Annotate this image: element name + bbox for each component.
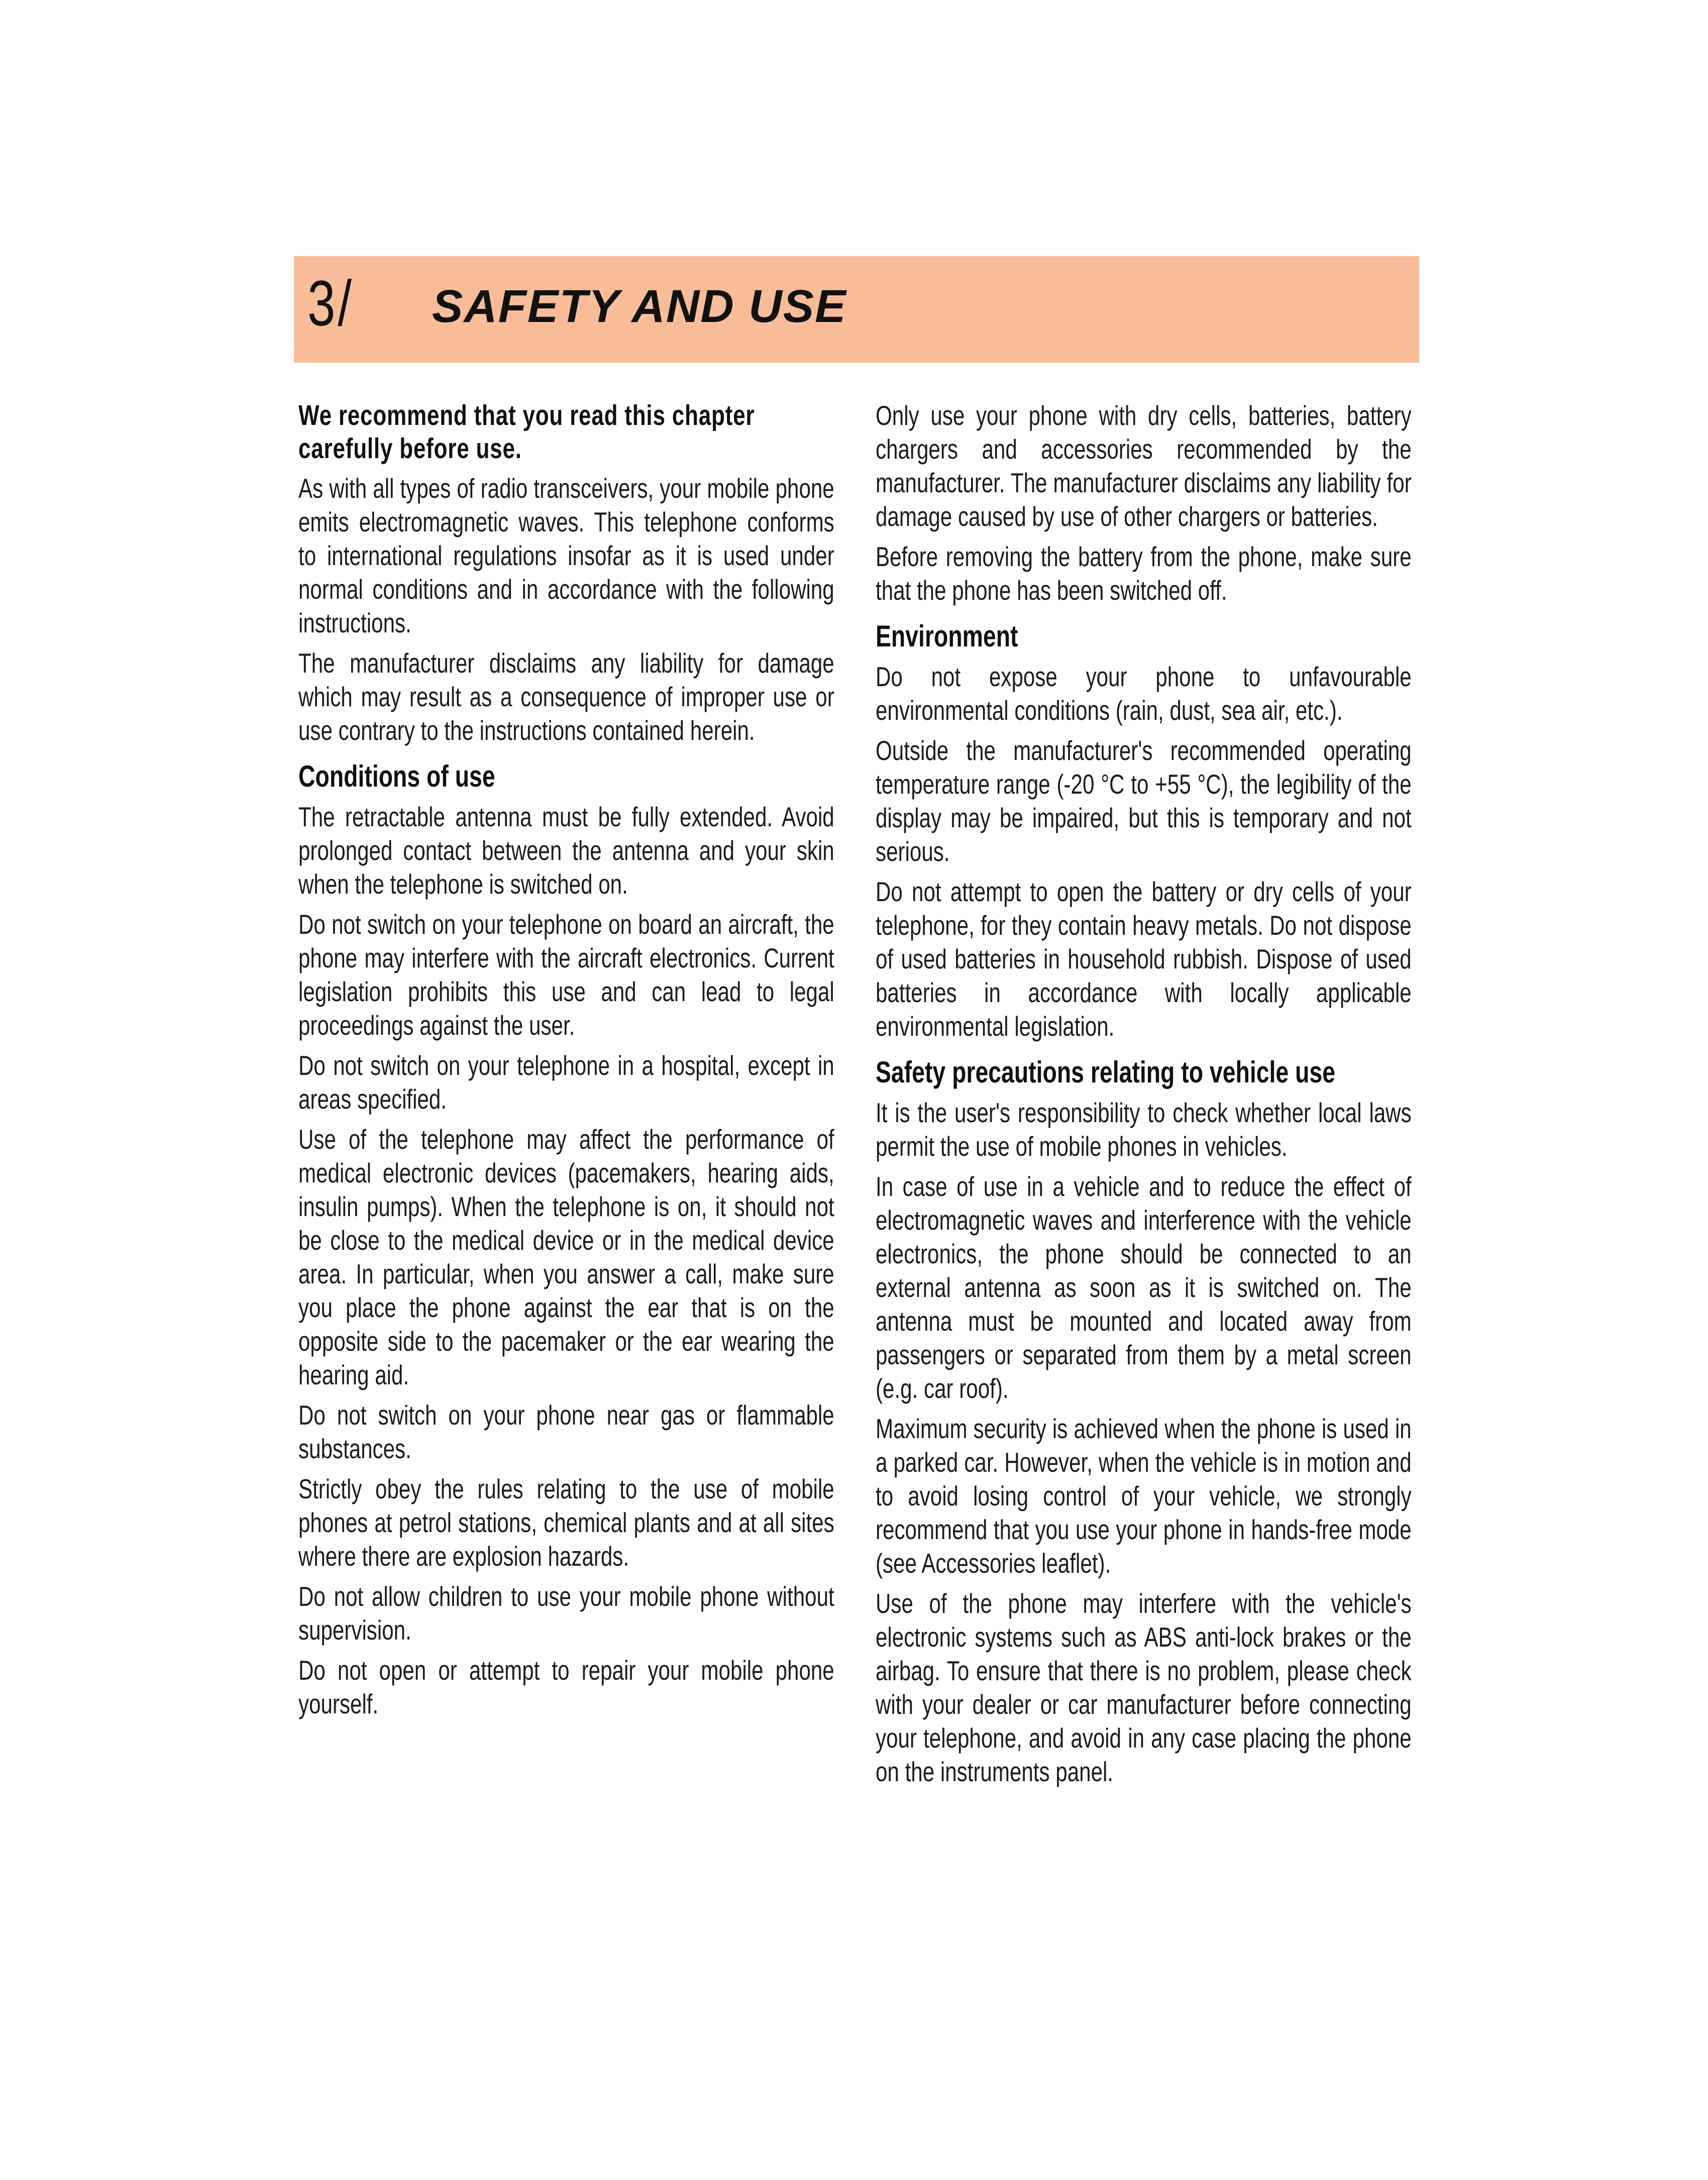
left-column: [298, 399, 834, 1727]
paragraph: Only use your phone with dry cells, batteries, battery chargers and accessories recommended by the manufacturer. The manufacturer disclaims any liability for damage caused by use of other chargers or batteries.: [876, 400, 1412, 532]
lead-recommendation: We recommend that you read this chapter carefully before use.: [298, 399, 755, 465]
paragraph: Do not switch on your phone near gas or flammable substances.: [298, 1400, 834, 1464]
right-column: [876, 399, 1412, 1795]
paragraph: Do not open or attempt to repair your mobile phone yourself.: [298, 1655, 834, 1719]
paragraph: The manufacturer disclaims any liability for damage which may result as a consequence of improper use or use contrary to the instructions contained herein.: [298, 648, 834, 746]
section-heading-conditions: Conditions of use: [298, 759, 495, 793]
chapter-number: 3/: [307, 268, 354, 340]
left-column-text: [298, 399, 834, 1721]
paragraph: Maximum security is achieved when the phone is used in a parked car. However, when the vehicle is in motion and to avoid losing control of your vehicle, we strongly recommend that you use your phone in hands-free mode (see Accessories leaflet).: [876, 1413, 1412, 1579]
paragraph: As with all types of radio transceivers, your mobile phone emits electromagnetic waves. This telephone conforms to international regulations insofar as it is used under normal conditions and in accordance with the following instructions.: [298, 473, 834, 638]
paragraph: Outside the manufacturer's recommended operating temperature range (-20 °C to +55 °C), the legibility of the display may be impaired, but this is temporary and not serious.: [876, 735, 1412, 867]
right-column-text: [876, 399, 1412, 1789]
paragraph: Strictly obey the rules relating to the use of mobile phones at petrol stations, chemical plants and at all sites where there are explosion hazards.: [298, 1474, 834, 1572]
paragraph: Before removing the battery from the phone, make sure that the phone has been switched off.: [876, 541, 1412, 606]
paragraph: Use of the phone may interfere with the vehicle's electronic systems such as ABS anti-lock brakes or the airbag. To ensure that there is no problem, please check with your dealer or car manufacturer before connecting your telephone, and avoid in any case placing the phone on the instruments panel.: [876, 1588, 1412, 1787]
paragraph: Do not expose your phone to unfavourable environmental conditions (rain, dust, sea air, etc.).: [876, 662, 1412, 726]
paragraph: The retractable antenna must be fully extended. Avoid prolonged contact between the antenna and your skin when the telephone is switched on.: [298, 802, 834, 900]
paragraph: Do not allow children to use your mobile phone without supervision.: [298, 1581, 834, 1646]
section-heading-vehicle: Safety precautions relating to vehicle use: [876, 1055, 1336, 1089]
paragraph: Do not switch on your telephone on board an aircraft, the phone may interfere with the aircraft electronics. Current legislation prohibits this use and can lead to legal proceedings against the user.: [298, 909, 834, 1041]
paragraph: In case of use in a vehicle and to reduce the effect of electromagnetic waves and interference with the vehicle electronics, the phone should be connected to an external antenna as soon as it is switched on. The antenna must be mounted and located away from passengers or separated from them by a metal screen (e.g. car roof).: [876, 1171, 1412, 1404]
paragraph: Use of the telephone may affect the performance of medical electronic devices (pacemakers, hearing aids, insulin pumps). When the telephone is on, it should not be close to the medical device or in the medical device area. In particular, when you answer a call, make sure you place the phone against the ear that is on the opposite side to the pacemaker or the ear wearing the hearing aid.: [298, 1124, 834, 1390]
paragraph: It is the user's responsibility to check whether local laws permit the use of mobile phones in vehicles.: [876, 1098, 1412, 1162]
section-heading-environment: Environment: [876, 619, 1018, 653]
paragraph: Do not attempt to open the battery or dry cells of your telephone, for they contain heavy metals. Do not dispose of used batteries in household rubbish. Dispose of used batteries in accordance with locally applicable environmental legislation.: [876, 877, 1412, 1042]
paragraph: Do not switch on your telephone in a hospital, except in areas specified.: [298, 1050, 834, 1115]
chapter-title: SAFETY AND USE: [432, 281, 847, 332]
